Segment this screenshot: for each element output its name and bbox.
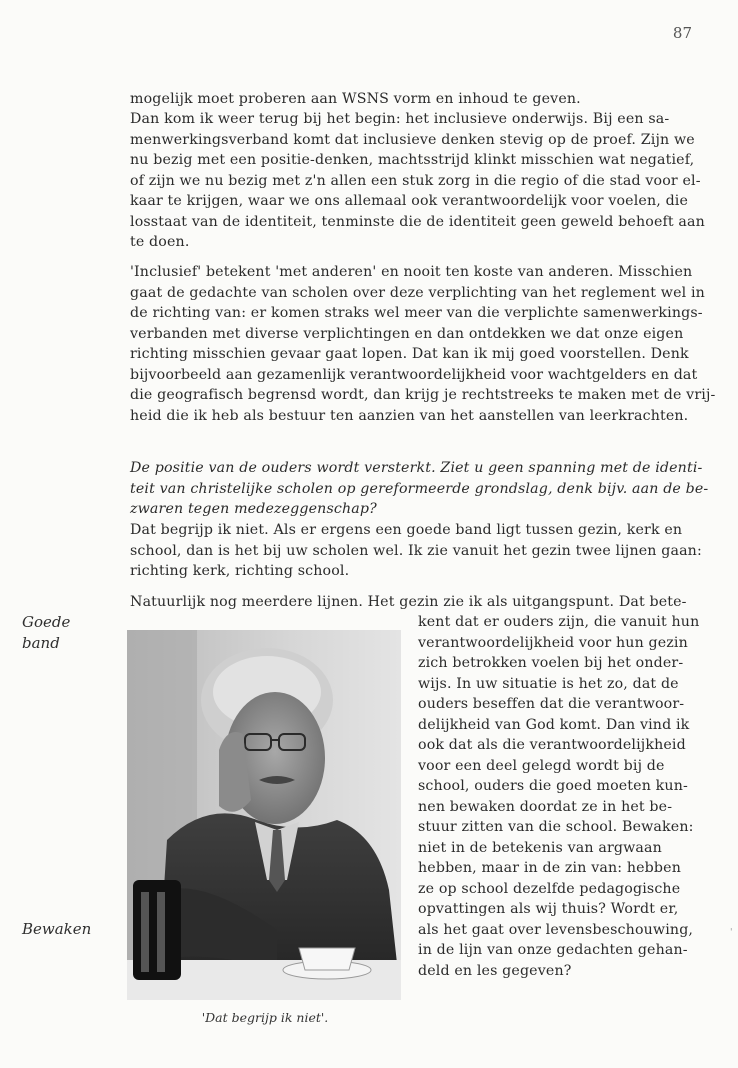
paragraph-1-line: losstaat van de identiteit, tenminste die de identiteit geen geweld behoeft aan [130, 214, 705, 230]
paragraph-2-line: 'Inclusief' betekent 'met anderen' en nooit ten koste van anderen. Misschien [130, 264, 693, 280]
answer-wrapped-line: stuur zitten van die school. Bewaken: [418, 819, 694, 835]
answer-wrapped-line: verantwoordelijkheid voor hun gezin [418, 635, 688, 651]
paragraph-2-line: gaat de gedachte van scholen over deze verplichting van het reglement wel in [130, 285, 705, 301]
paragraph-2-line: de richting van: er komen straks wel meer van die verplichte samenwerkings- [130, 305, 703, 321]
answer-wrapped-line: in de lijn van onze gedachten gehan- [418, 942, 688, 958]
answer-line: Natuurlijk nog meerdere lijnen. Het gezin zie ik als uitgangspunt. Dat bete- [130, 594, 687, 610]
paragraph-2-line: heid die ik heb als bestuur ten aanzien van het aanstellen van leerkrachten. [130, 408, 689, 424]
answer-wrapped-line: voor een deel gelegd wordt bij de [418, 758, 665, 774]
answer-line: richting kerk, richting school. [130, 563, 350, 579]
paragraph-1-line: nu bezig met een positie-denken, machtsstrijd klinkt misschien wat negatief, [130, 152, 695, 168]
paragraph-1-line: of zijn we nu bezig met z'n allen een stuk zorg in die regio of die stad voor el- [130, 173, 701, 189]
paragraph-2-line: bijvoorbeeld aan gezamenlijk verantwoordelijkheid voor wachtgelders en dat [130, 367, 698, 383]
paragraph-2-line: die geografisch begrensd wordt, dan krijg je rechtstreeks te maken met de vrij- [130, 387, 716, 403]
margin-note-goede-band [22, 612, 112, 654]
margin-note-line: band [22, 634, 60, 652]
paragraph-1-line: Dan kom ik weer terug bij het begin: het inclusieve onderwijs. Bij een sa- [130, 111, 670, 127]
margin-note-bewaken: Bewaken [22, 920, 92, 938]
answer-wrapped-line: deld en les gegeven? [418, 963, 572, 979]
answer-wrapped-line: kent dat er ouders zijn, die vanuit hun [418, 614, 700, 630]
paragraph-2-line: verbanden met diverse verplichtingen en dan ontdekken we dat onze eigen [130, 326, 684, 342]
paragraph-1-line: menwerkingsverband komt dat inclusieve denken stevig op de proef. Zijn we [130, 132, 695, 148]
answer-line: Dat begrijp ik niet. Als er ergens een goede band ligt tussen gezin, kerk en [130, 522, 683, 538]
answer-wrapped-line: opvattingen als wij thuis? Wordt er, [418, 901, 679, 917]
answer-wrapped-line: delijkheid van God komt. Dan vind ik [418, 717, 690, 733]
answer-wrapped-line: zich betrokken voelen bij het onder- [418, 655, 684, 671]
answer-wrapped-line: nen bewaken doordat ze in het be- [418, 799, 673, 815]
answer-wrapped-line: school, ouders die goed moeten kun- [418, 778, 688, 794]
edge-mark: ' [730, 928, 733, 938]
interview-question-line: zwaren tegen medezeggenschap? [130, 501, 377, 517]
answer-line: school, dan is het bij uw scholen wel. Ik zie vanuit het gezin twee lijnen gaan: [130, 543, 702, 559]
answer-wrapped-line: als het gaat over levensbeschouwing, [418, 922, 694, 938]
answer-wrapped-line: hebben, maar in de zin van: hebben [418, 860, 681, 876]
paragraph-1-line: kaar te krijgen, waar we ons allemaal ook verantwoordelijk voor voelen, die [130, 193, 689, 209]
answer-wrapped-line: wijs. In uw situatie is het zo, dat de [418, 676, 679, 692]
photo-caption: 'Dat begrijp ik niet'. [201, 1010, 329, 1025]
interview-question-line: De positie van de ouders wordt versterkt. Ziet u geen spanning met de identi- [130, 460, 703, 476]
paragraph-1-line: mogelijk moet proberen aan WSNS vorm en inhoud te geven. [130, 91, 581, 107]
answer-wrapped-line: niet in de betekenis van argwaan [418, 840, 662, 856]
answer-wrapped-line: ook dat als die verantwoordelijkheid [418, 737, 686, 753]
paragraph-1-line: te doen. [130, 234, 190, 250]
page-number: 87 [672, 24, 692, 42]
margin-note-line: Goede [22, 613, 71, 631]
interview-question-line: teit van christelijke scholen op gereformeerde grondslag, denk bijv. aan de be- [130, 481, 709, 497]
answer-wrapped-line: ouders beseffen dat die verantwoor- [418, 696, 685, 712]
paragraph-2-line: richting misschien gevaar gaat lopen. Dat kan ik mij goed voorstellen. Denk [130, 346, 689, 362]
answer-wrapped-line: ze op school dezelfde pedagogische [418, 881, 681, 897]
interview-photo [127, 630, 401, 1000]
